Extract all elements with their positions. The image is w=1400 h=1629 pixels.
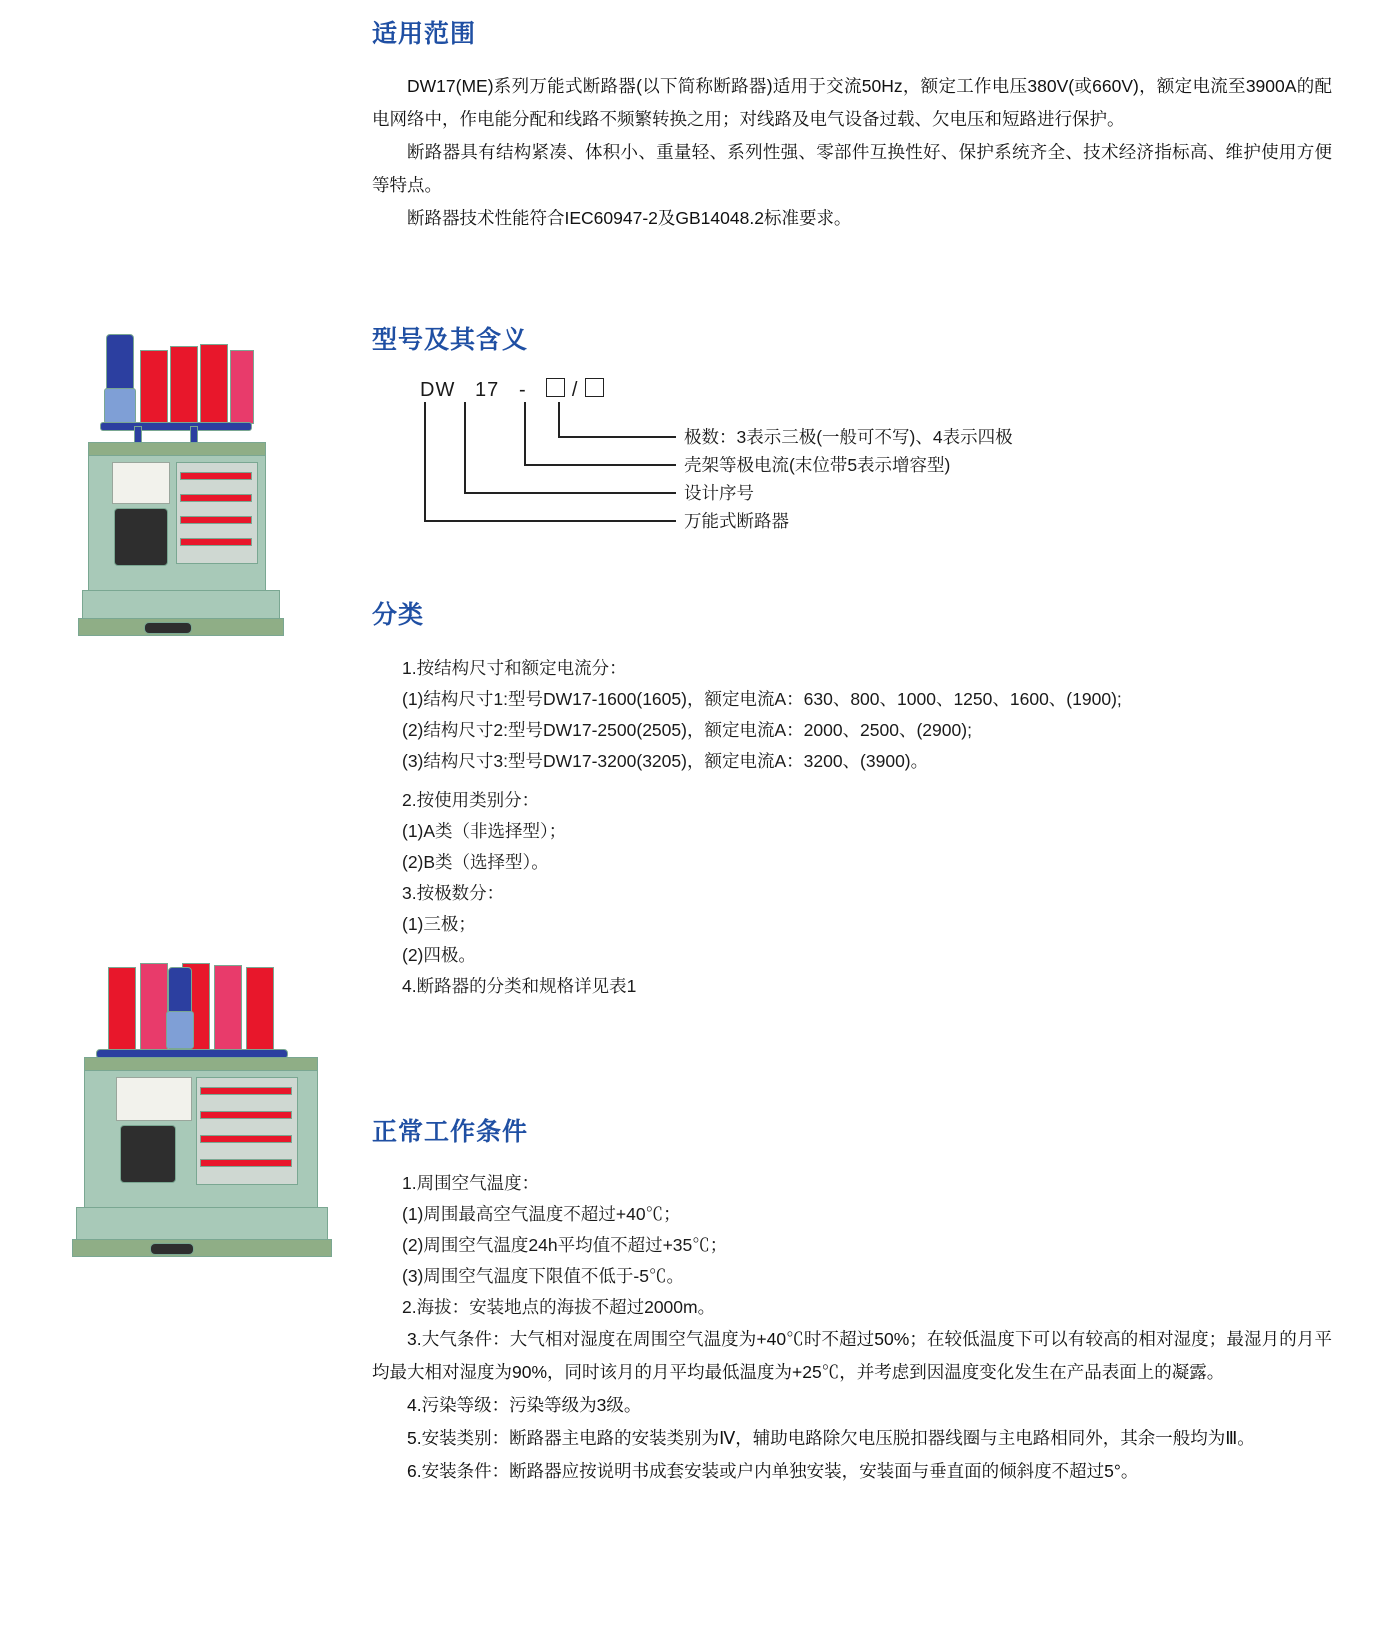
leader-line-vertical — [524, 402, 526, 464]
section-title-conditions: 正常工作条件 — [372, 1118, 529, 1146]
arc-chute — [170, 346, 198, 424]
product-photo-2 — [70, 945, 360, 1265]
terminal-strip — [200, 1159, 292, 1167]
leader-label-type: 万能式断路器 — [684, 511, 789, 531]
list-item: (1)A类（非选择型）； — [402, 821, 567, 841]
model-code-box-current — [546, 378, 565, 397]
leader-line-vertical — [558, 402, 560, 436]
leader-line-horizontal — [558, 436, 676, 438]
arc-chute — [200, 344, 228, 424]
rating-label — [116, 1077, 192, 1121]
list-item: (1)周围最高空气温度不超过+40℃； — [402, 1204, 681, 1224]
terminal-strip — [200, 1111, 292, 1119]
list-item: (3)结构尺寸3:型号DW17-3200(3205)，额定电流A：3200、(3900)。 — [402, 751, 929, 771]
conditions-paragraph-4: 4.污染等级：污染等级为3级。 — [407, 1395, 642, 1415]
leader-line-horizontal — [424, 520, 676, 522]
section-scope — [372, 14, 1332, 235]
arc-chute — [214, 965, 242, 1051]
terminal-strip — [180, 538, 252, 546]
model-leader-diagram — [420, 402, 1332, 552]
model-code-series: 17 — [475, 379, 500, 401]
section-conditions — [372, 1112, 1332, 1488]
list-item: 2.海拔：安装地点的海拔不超过2000m。 — [402, 1297, 716, 1317]
list-item: 1.按结构尺寸和额定电流分： — [402, 658, 627, 678]
model-code-box-poles — [585, 378, 604, 397]
model-code-dash: - — [518, 379, 527, 401]
terminal-strip — [180, 472, 252, 480]
list-item: (2)结构尺寸2:型号DW17-2500(2505)，额定电流A：2000、2500、(2900); — [402, 720, 972, 740]
section-title-model: 型号及其含义 — [372, 326, 529, 354]
classification-list — [372, 653, 1332, 1002]
model-code-line — [420, 378, 1332, 402]
product-photo-1 — [70, 322, 310, 652]
list-item: (1)三极； — [402, 914, 476, 934]
list-item: (3)周围空气温度下限值不低于-5℃。 — [402, 1266, 684, 1286]
leader-label-current: 壳架等极电流(末位带5表示增容型) — [684, 455, 951, 475]
coil-base — [166, 1011, 194, 1049]
list-item: 4.断路器的分类和规格详见表1 — [402, 976, 637, 996]
section-classification — [372, 595, 1332, 1002]
coil-cylinder — [106, 334, 134, 392]
model-code-prefix: DW — [420, 379, 456, 401]
section-model — [372, 320, 1332, 552]
arc-chute — [246, 967, 274, 1051]
conditions-paragraph-5: 5.安装类别：断路器主电路的安装类别为Ⅳ，辅助电路除欠电压脱扣器线圈与主电路相同外，其余一般均为Ⅲ。 — [407, 1428, 1255, 1448]
section-title-scope: 适用范围 — [372, 20, 477, 48]
breaker-top-edge — [88, 442, 266, 456]
leader-line-vertical — [464, 402, 466, 492]
arc-chute — [140, 350, 168, 424]
scope-paragraph-2: 断路器具有结构紧凑、体积小、重量轻、系列性强、零部件互换性好、保护系统齐全、技术经济指标高、维护使用方便等特点。 — [372, 142, 1332, 195]
chassis — [76, 1207, 328, 1243]
breaker-illustration-1 — [70, 322, 310, 652]
breaker-illustration-2 — [70, 945, 360, 1265]
arc-chute — [230, 350, 254, 424]
rating-label — [112, 462, 170, 504]
list-item: 1.周围空气温度： — [402, 1173, 540, 1193]
section-title-classification: 分类 — [372, 601, 425, 629]
arc-chute — [140, 963, 168, 1051]
breaker-top-edge — [84, 1057, 318, 1071]
arc-chute — [108, 967, 136, 1051]
coil-base — [104, 388, 136, 424]
terminal-strip — [200, 1135, 292, 1143]
leader-label-design: 设计序号 — [684, 483, 754, 503]
operating-handle — [120, 1125, 176, 1183]
list-item: (1)结构尺寸1:型号DW17-1600(1605)，额定电流A：630、800、1000、1250、1600、(1900); — [402, 689, 1122, 709]
leader-line-horizontal — [524, 464, 676, 466]
leader-line-horizontal — [464, 492, 676, 494]
list-item: (2)四极。 — [402, 945, 476, 965]
terminal-strip — [180, 494, 252, 502]
terminal-strip — [180, 516, 252, 524]
leader-label-poles: 极数：3表示三极(一般可不写)、4表示四极 — [684, 427, 1013, 447]
list-item: 2.按使用类别分： — [402, 790, 540, 810]
base-rail — [72, 1239, 332, 1257]
operating-handle — [114, 508, 168, 566]
scope-paragraph-3: 断路器技术性能符合IEC60947-2及GB14048.2标准要求。 — [407, 208, 852, 228]
model-code-slash: / — [571, 379, 579, 401]
coil-cylinder — [168, 967, 192, 1017]
list-item: (2)B类（选择型）。 — [402, 852, 549, 872]
wiring-harness — [100, 422, 252, 431]
base-connector — [150, 1243, 194, 1255]
scope-paragraph-1: DW17(ME)系列万能式断路器(以下简称断路器)适用于交流50Hz，额定工作电压380V(或660V)，额定电流至3900A的配电网络中，作电能分配和线路不频繁转换之用；对线路及电气设备过载、欠电压和短路进行保护。 — [372, 76, 1332, 129]
terminal-strip — [200, 1087, 292, 1095]
conditions-list — [372, 1168, 1332, 1488]
leader-line-vertical — [424, 402, 426, 520]
base-connector — [144, 622, 192, 634]
list-item: 3.按极数分： — [402, 883, 505, 903]
list-item: (2)周围空气温度24h平均值不超过+35℃； — [402, 1235, 728, 1255]
conditions-paragraph-3: 3.大气条件：大气相对湿度在周围空气温度为+40℃时不超过50%；在较低温度下可以有较高的相对湿度；最湿月的月平均最大相对湿度为90%，同时该月的月平均最低温度为+25℃，并考虑到因温度变化发生在产品表面上的凝露。 — [372, 1329, 1332, 1382]
conditions-paragraph-6: 6.安装条件：断路器应按说明书成套安装或户内单独安装，安装面与垂直面的倾斜度不超过5°。 — [407, 1461, 1139, 1481]
